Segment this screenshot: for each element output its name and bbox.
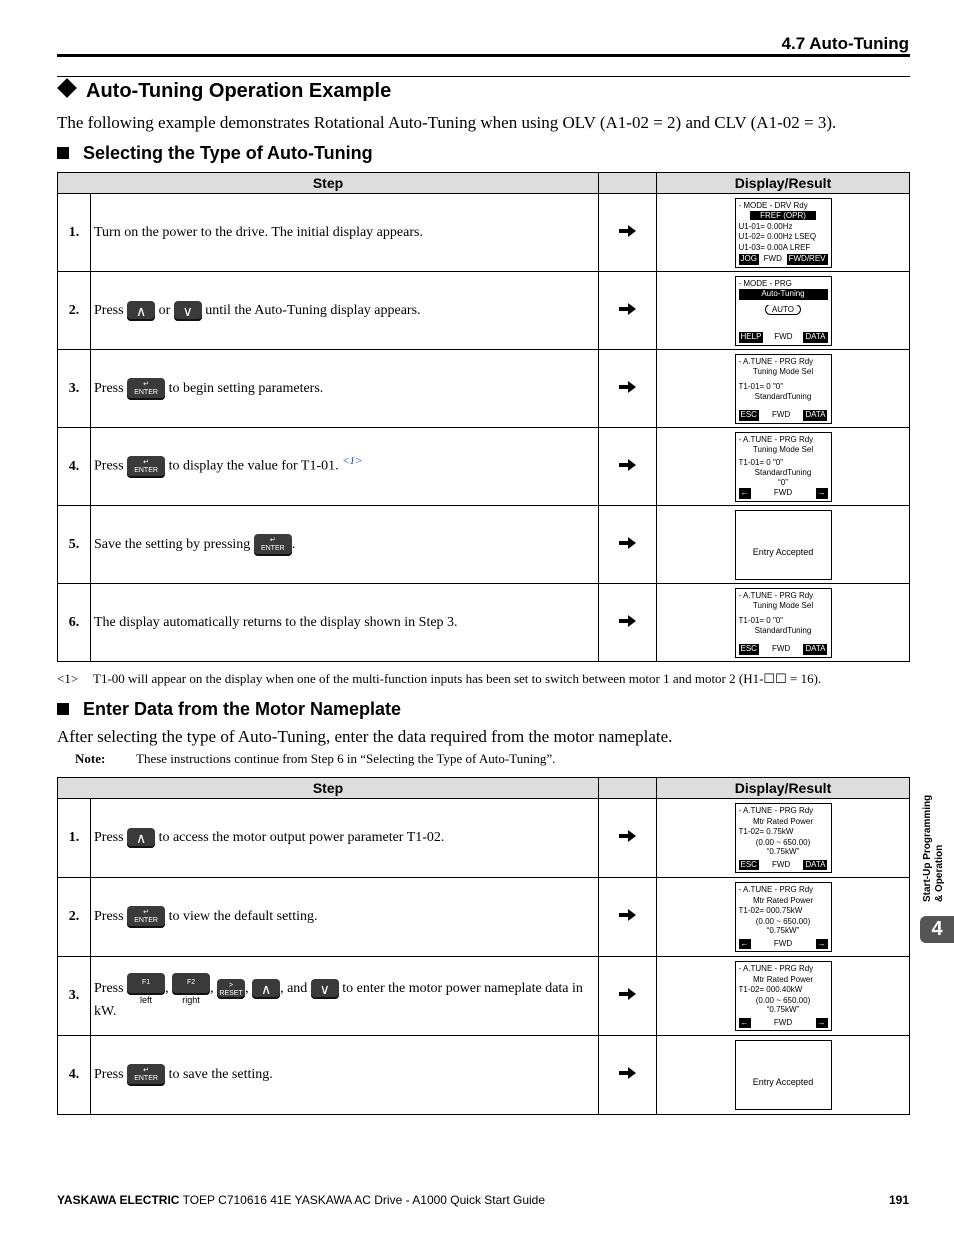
step-number: 1. [58,799,91,878]
page-title [57,80,391,103]
diamond-icon [57,78,77,98]
lcd-softkey: ESC [740,859,757,869]
lcd-softkey: DATA [805,644,826,653]
right-arrow-icon [619,459,636,471]
step-number: 6. [58,584,91,662]
enter-key-icon: ↵ ENTER [127,456,165,478]
footnote-tag: <1> [57,671,79,686]
lcd-line: FREF (OPR) [750,211,816,220]
step-text-part: to begin setting parameters. [168,380,324,396]
section-heading-text: Selecting the Type of Auto-Tuning [83,143,373,163]
lcd-line: T1-01= 0 "0" [738,457,784,467]
footnote-text: T1-00 will appear on the display when one of the multi-function inputs has been set to switch between motor 1 and motor 2 (H1-☐☐ = 16). [93,671,822,686]
lcd-line: Tuning Mode Sel [752,601,814,610]
note-text: These instructions continue from Step 6 in “Selecting the Type of Auto-Tuning”. [136,751,556,766]
up-arrow-key-icon: ∧ [127,828,155,848]
running-header: 4.7 Auto-Tuning [781,34,909,53]
table-row [58,272,910,350]
separator: , and [280,981,308,997]
lcd-softkey: DATA [805,332,826,341]
right-arrow-icon [619,537,636,549]
lcd-softkey: DATA [805,859,826,869]
step-number: 2. [58,272,91,350]
lcd-line: - MODE - DRV Rdy [738,200,808,210]
table-row [58,957,910,1036]
step-text: Turn on the power to the drive. The initial display appears. [91,194,599,272]
f1-key-icon: F1 [127,973,165,995]
reset-key-label: RESET [219,990,243,997]
table-row [58,194,910,272]
section-heading-text: Enter Data from the Motor Nameplate [83,699,402,719]
right-arrow-icon [619,381,636,393]
lcd-softkey: FWD [772,410,791,419]
step-text [91,878,599,957]
enter-key-label: ENTER [260,544,285,552]
lcd-line: Auto-Tuning [739,289,828,300]
f1-key [127,973,165,1005]
steps-table-nameplate [57,777,910,1115]
chapter-tab[interactable]: 4 [920,916,954,943]
step-number: 1. [58,194,91,272]
lcd-softkey: FWD [773,1017,793,1027]
lcd-line: (0.00 ~ 650.00) [755,837,811,847]
enter-key-icon: ↵ ENTER [127,378,165,400]
step-text: The display automatically returns to the display shown in Step 3. [91,584,599,662]
down-arrow-key-icon: ∨ [174,301,202,321]
lcd-display [735,961,832,1031]
square-bullet-icon [57,703,69,715]
step-number: 2. [58,878,91,957]
lcd-softkey: ← [740,488,749,497]
step-number: 4. [58,1036,91,1115]
step-number: 3. [58,957,91,1036]
enter-key-label: ENTER [134,917,158,924]
right-arrow-icon [619,1067,636,1079]
lcd-line: - MODE - PRG [738,278,792,288]
right-arrow-icon [619,615,636,627]
step-number: 5. [58,506,91,584]
separator: , [165,981,169,997]
f2-key-icon: F2 [172,973,210,995]
col-header-step: Step [58,778,599,799]
lcd-line: U1-03= 0.00A LREF [738,242,811,252]
down-arrow-key-icon: ∨ [311,979,339,999]
lcd-softkey: ← [740,1017,749,1027]
lcd-auto-label: AUTO [765,305,801,315]
lcd-line: T1-02= 000.75kW [738,906,803,915]
step-text-part: to save the setting. [168,1067,273,1083]
lcd-line: - A.TUNE - PRG Rdy [738,434,814,444]
header-rule-thin [57,76,910,77]
square-bullet-icon [57,147,69,159]
lcd-softkey: FWD/REV [788,254,826,263]
step-text [91,957,599,1036]
lcd-line: StandardTuning [754,392,812,401]
sidebar-line: Start-Up Programming [922,794,933,902]
step-text-part: to access the motor output power parameter T1-02. [158,830,445,846]
f2-key [172,973,210,1005]
lcd-display [735,803,832,873]
chapter-sidebar [920,772,954,902]
lcd-line: Tuning Mode Sel [752,367,814,376]
f2-key-label: right [182,995,200,1005]
lcd-line: StandardTuning [754,626,812,635]
lcd-line: Mtr Rated Power [752,895,814,905]
step-text-part: to display the value for T1-01. [168,458,339,474]
lcd-line: Mtr Rated Power [752,816,814,826]
lcd-softkey: FWD [772,859,791,869]
lcd-line: “0.75kW” [766,1006,800,1014]
lcd-softkey: HELP [740,332,762,341]
lcd-softkey: → [817,488,826,497]
footer-brand: YASKAWA ELECTRIC [57,1193,180,1207]
col-header-step: Step [58,173,599,194]
section-heading-selecting [57,143,373,164]
table-row [58,1036,910,1115]
lcd-line: T1-01= 0 "0" [738,615,784,625]
enter-key-label: ENTER [134,466,158,474]
enter-key-icon: ↵ ENTER [127,1064,165,1086]
table-row [58,428,910,506]
step-text [91,1036,599,1115]
lcd-softkey: DATA [805,410,826,419]
up-arrow-key-icon: ∧ [252,979,280,999]
lcd-display [735,198,832,268]
lcd-line: “0.75kW” [766,927,800,935]
right-arrow-icon [619,225,636,237]
lcd-entry-accepted: Entry Accepted [752,546,814,557]
col-header-display: Display/Result [657,778,910,799]
lcd-line: - A.TUNE - PRG Rdy [738,356,814,366]
step-text-part: Press [94,1067,124,1083]
lcd-softkey: ESC [740,410,757,419]
lcd-line: - A.TUNE - PRG Rdy [738,964,814,973]
step-number: 3. [58,350,91,428]
lcd-line: StandardTuning [754,468,812,477]
lcd-softkey: → [817,938,826,948]
lcd-softkey: JOG [740,254,757,263]
step-text-part: Press [94,830,124,846]
footnote-ref-link[interactable]: <1> [342,455,363,468]
lcd-display [735,276,832,346]
lcd-line: T1-02= 000.40kW [738,985,803,994]
lcd-softkey: → [817,1017,826,1027]
enter-key-label: ENTER [134,388,158,396]
footnote [57,671,821,687]
step-text-part: Press [94,380,124,396]
lcd-line: Tuning Mode Sel [752,445,814,454]
lcd-entry-accepted: Entry Accepted [752,1077,814,1087]
step-text-part: to enter the motor power nameplate data in kW. [94,981,583,1019]
step-text-part: Save the setting by pressing [94,536,251,552]
steps-table-tuning-type [57,172,910,662]
step-text [91,350,599,428]
lcd-line: - A.TUNE - PRG Rdy [738,590,814,600]
note [75,751,555,767]
step-text-part: until the Auto-Tuning display appears. [205,302,421,318]
section-heading-nameplate [57,699,401,720]
lcd-display [735,432,832,502]
table-row [58,878,910,957]
page-title-text: Auto-Tuning Operation Example [86,80,392,102]
separator: , [245,981,249,997]
reset-key-icon: > RESET [217,979,245,999]
col-header-arrow [599,173,657,194]
step-text-part: . [291,536,296,552]
col-header-display: Display/Result [657,173,910,194]
lcd-line: “0.75kW” [766,848,800,856]
lcd-line: - A.TUNE - PRG Rdy [738,806,814,815]
lcd-softkey: FWD [772,644,791,653]
sidebar-label [922,772,946,902]
lcd-line: U1-01= 0.00Hz [738,221,793,231]
step-number: 4. [58,428,91,506]
footer-doc: TOEP C710616 41E YASKAWA AC Drive - A1000 Quick Start Guide [182,1193,546,1207]
step-text [91,799,599,878]
lcd-softkey: ESC [740,644,757,653]
col-header-arrow [599,778,657,799]
lcd-softkey: FWD [774,332,793,341]
page-number: 191 [888,1193,909,1207]
right-arrow-icon [619,830,636,842]
lcd-softkey: FWD [763,254,782,263]
table-row [58,506,910,584]
header-rule [57,54,910,57]
right-arrow-icon [619,988,636,1000]
f1-key-label: left [140,995,153,1005]
lcd-line: T1-01= 0 "0" [738,381,784,391]
step-text [91,428,599,506]
step-text-part: Press [94,458,124,474]
lcd-line: (0.00 ~ 650.00) [755,995,811,1005]
lcd-line: T1-02= 0.75kW [738,827,794,836]
lcd-display [735,882,832,952]
lcd-line: (0.00 ~ 650.00) [755,916,811,926]
lcd-display [735,510,832,580]
enter-key-icon: ↵ ENTER [127,906,165,928]
enter-key-icon: ↵ ENTER [254,534,292,556]
nameplate-paragraph: After selecting the type of Auto-Tuning, enter the data required from the motor nameplate. [57,727,673,746]
enter-key-label: ENTER [134,1075,158,1082]
lcd-display [735,588,832,658]
lcd-line: “0” [778,478,788,487]
intro-paragraph: The following example demonstrates Rotational Auto-Tuning when using OLV (A1-02 = 2) and CLV (A1-02 = 3). [57,113,837,132]
up-arrow-key-icon: ∧ [127,301,155,321]
step-text [91,506,599,584]
table-row [58,584,910,662]
step-text-part: Press [94,909,124,925]
step-text-part: or [158,302,171,318]
lcd-line: U1-02= 0.00Hz LSEQ [738,232,817,241]
step-text-part: Press [94,302,124,318]
step-text-part: to view the default setting. [168,909,318,925]
sidebar-line: & Operation [934,844,945,902]
lcd-line: - A.TUNE - PRG Rdy [738,885,814,894]
note-label: Note: [75,751,106,766]
lcd-softkey: FWD [773,488,793,497]
right-arrow-icon [619,909,636,921]
lcd-display [735,354,832,424]
lcd-line: Mtr Rated Power [752,974,814,984]
lcd-display [735,1040,832,1110]
right-arrow-icon [619,303,636,315]
separator: , [210,981,214,997]
lcd-softkey: FWD [773,938,793,948]
table-row [58,350,910,428]
table-row [58,799,910,878]
lcd-softkey: ← [740,938,749,948]
step-text-part: Press [94,981,124,997]
step-text [91,272,599,350]
footer [57,1193,545,1207]
